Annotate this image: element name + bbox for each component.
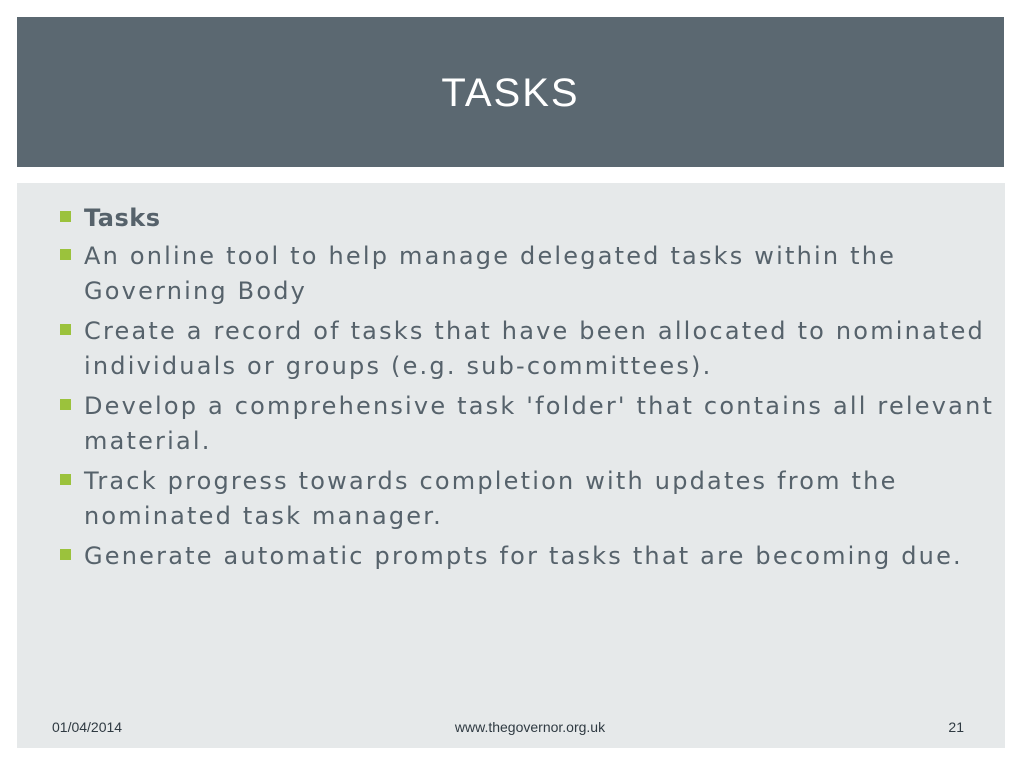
square-bullet-icon (60, 211, 71, 222)
bullet-text: Generate automatic prompts for tasks that are becoming due. (84, 542, 963, 570)
bullet-text: Develop a comprehensive task 'folder' that contains all relevant material. (84, 392, 995, 455)
bullet-list (57, 201, 997, 579)
bullet-item-tasks (57, 201, 997, 236)
square-bullet-icon (60, 324, 71, 335)
page-number: 21 (948, 719, 964, 735)
footer-url: www.thegovernor.org.uk (454, 719, 606, 735)
bullet-text: Create a record of tasks that have been allocated to nominated individuals or groups (e.g. sub-committees). (84, 317, 985, 380)
bullet-text: An online tool to help manage delegated tasks within the Governing Body (84, 242, 897, 305)
slide-title: TASKS (441, 70, 580, 115)
bullet-item-online-tool (57, 239, 997, 309)
bullet-item-track-progress (57, 464, 997, 534)
bullet-item-task-folder (57, 389, 997, 459)
square-bullet-icon (60, 249, 71, 260)
bullet-text: Tasks (84, 204, 161, 232)
square-bullet-icon (60, 399, 71, 410)
title-band (17, 17, 1004, 167)
content-panel (17, 183, 1005, 748)
square-bullet-icon (60, 474, 71, 485)
bullet-item-create-record (57, 314, 997, 384)
bullet-item-automatic-prompts (57, 539, 997, 574)
square-bullet-icon (60, 549, 71, 560)
footer-date: 01/04/2014 (52, 719, 123, 735)
bullet-text: Track progress towards completion with updates from the nominated task manager. (84, 467, 898, 530)
